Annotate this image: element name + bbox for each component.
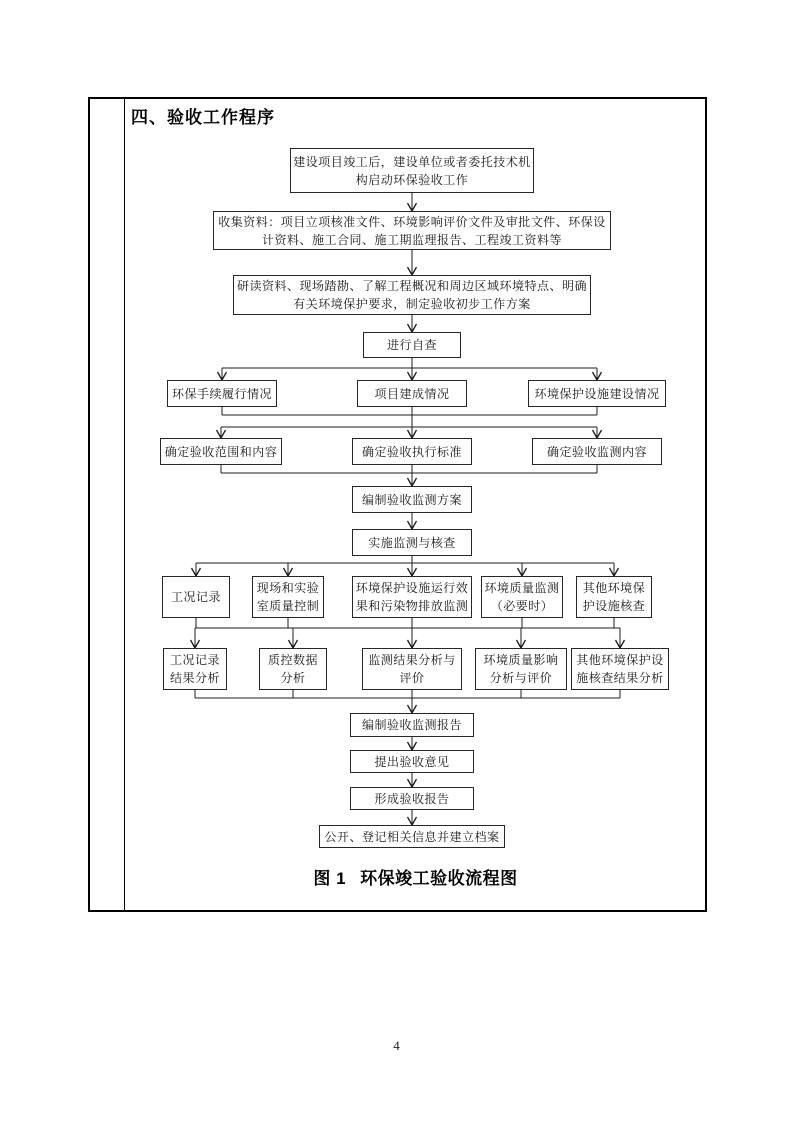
- figure-caption-label: 图 1: [313, 869, 347, 888]
- flow-node-project-completion-status: 项目建成情况: [357, 380, 467, 407]
- flow-node-start: 建设项目竣工后，建设单位或者委托技术机构启动环保验收工作: [290, 148, 534, 193]
- flow-node-operating-condition-record: 工况记录: [162, 576, 230, 618]
- flow-node-collect-materials: 收集资料：项目立项核准文件、环境影响评价文件及审批文件、环保设计资料、施工合同、施工期监理报告、工程竣工资料等: [213, 211, 611, 250]
- flow-node-env-quality-monitoring: 环境质量监测（必要时）: [481, 576, 563, 618]
- flow-node-other-facility-check: 其他环境保护设施核查: [576, 576, 652, 618]
- flow-node-define-scope: 确定验收范围和内容: [160, 438, 282, 465]
- flow-node-prepare-monitoring-report: 编制验收监测报告: [350, 713, 474, 737]
- table-inner-divider: [124, 97, 125, 912]
- flow-node-qc-data-analysis: 质控数据分析: [259, 648, 327, 690]
- flow-node-review-materials: 研读资料、现场踏勘、了解工程概况和周边区域环境特点、明确有关环境保护要求，制定验收初步工作方案: [233, 275, 591, 315]
- page-number: 4: [393, 1038, 400, 1053]
- flow-node-ep-facility-construction-status: 环境保护设施建设情况: [528, 380, 666, 407]
- flow-node-site-lab-quality-control: 现场和实验室质量控制: [252, 576, 324, 618]
- figure-caption: [124, 864, 707, 889]
- flow-node-other-facility-check-analysis: 其他环境保护设施核查结果分析: [571, 648, 669, 690]
- flow-node-self-check: 进行自查: [363, 332, 461, 358]
- flow-node-ep-procedure-status: 环保手续履行情况: [167, 380, 277, 407]
- flow-node-implement-monitoring: 实施监测与核查: [352, 529, 472, 556]
- flow-node-define-monitoring-content: 确定验收监测内容: [532, 438, 662, 465]
- section-title: 四、验收工作程序: [131, 108, 275, 127]
- flow-node-define-standards: 确定验收执行标准: [352, 438, 472, 465]
- flow-node-prepare-monitoring-plan: 编制验收监测方案: [352, 486, 472, 513]
- flow-node-publish-register-archive: 公开、登记相关信息并建立档案: [319, 825, 505, 848]
- flow-node-form-acceptance-report: 形成验收报告: [350, 787, 474, 810]
- flow-node-condition-record-analysis: 工况记录结果分析: [163, 648, 227, 690]
- flow-node-facility-operation-emission-monitoring: 环境保护设施运行效果和污染物排放监测: [352, 576, 472, 618]
- flow-node-env-impact-analysis: 环境质量影响分析与评价: [475, 648, 567, 690]
- flow-node-monitoring-result-analysis: 监测结果分析与评价: [362, 648, 462, 690]
- flow-node-propose-acceptance-opinion: 提出验收意见: [350, 750, 474, 773]
- figure-caption-title: 环保竣工验收流程图: [360, 869, 518, 888]
